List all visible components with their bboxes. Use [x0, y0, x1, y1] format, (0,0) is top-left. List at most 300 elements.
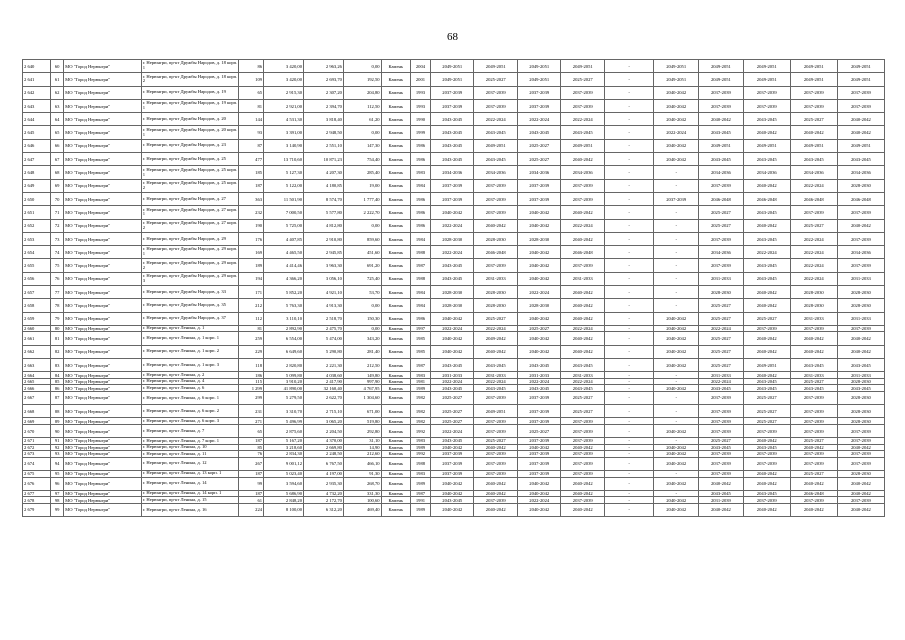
year-built-cell: 1989 — [410, 444, 430, 451]
year-built-cell: 1982 — [410, 418, 430, 425]
works-8-cell: 2043-2045 — [743, 490, 790, 497]
total-area-cell: 5 127,30 — [264, 166, 304, 179]
wall-material-cell: Камень — [381, 60, 410, 73]
works-3-cell: 2040-2042 — [517, 332, 561, 345]
reg-no-cell: 2 672 — [23, 444, 51, 451]
works-8-cell: 2043-2045 — [743, 444, 790, 451]
works-4-cell: 2037-2039 — [561, 192, 605, 205]
works-3-cell: 2037-2039 — [517, 86, 561, 99]
nonres-area-cell: 14,90 — [343, 444, 381, 451]
reg-no-cell: 2 679 — [23, 503, 51, 516]
works-1-cell: 2031-2033 — [430, 372, 474, 379]
address-cell: г. Нерюнгри, пр-кт Дружбы Народов, д. 23 — [141, 139, 239, 152]
works-7-cell: 2031-2039 — [699, 497, 744, 504]
municipality-cell: МО "Город Нерюнгри" — [64, 259, 142, 272]
works-2-cell: 2040-2042 — [474, 444, 518, 451]
living-area-cell: 2 307,20 — [304, 86, 344, 99]
works-5-cell: - — [604, 391, 653, 404]
living-area-cell: 4 921,10 — [304, 286, 344, 299]
works-8-cell: 2043-2045 — [743, 259, 790, 272]
works-9-cell: 2037-2039 — [790, 497, 837, 504]
reg-no-cell: 2 661 — [23, 332, 51, 345]
living-area-cell: 2 963,26 — [304, 60, 344, 73]
item-no-cell: 96 — [51, 477, 64, 490]
living-area-cell: 32 160,40 — [304, 385, 344, 392]
works-9-cell: 2043-2045 — [790, 153, 837, 166]
year-built-cell: 1992 — [410, 451, 430, 458]
works-1-cell: 2040-2042 — [430, 503, 474, 516]
total-area-cell: 4 366,20 — [264, 272, 304, 285]
nonres-area-cell: 0,00 — [343, 219, 381, 232]
year-built-cell: 1984 — [410, 179, 430, 192]
works-1-cell: 2037-2039 — [430, 192, 474, 205]
municipality-cell: МО "Город Нерюнгри" — [64, 405, 142, 418]
nonres-area-cell: 997,90 — [343, 378, 381, 385]
nonres-area-cell: 4 767,95 — [343, 385, 381, 392]
works-9-cell: 2040-2042 — [790, 444, 837, 451]
works-7-cell: 2040-2042 — [699, 503, 744, 516]
works-2-cell: 2049-2051 — [474, 139, 518, 152]
nonres-area-cell: 725,40 — [343, 272, 381, 285]
year-built-cell: 1984 — [410, 299, 430, 312]
municipality-cell: МО "Город Нерюнгри" — [64, 424, 142, 437]
works-2-cell: 2031-2033 — [474, 272, 518, 285]
works-7-cell: 2025-2027 — [699, 206, 744, 219]
works-1-cell: 2049-2051 — [430, 60, 474, 73]
item-no-cell: 76 — [51, 272, 64, 285]
municipality-cell: МО "Город Нерюнгри" — [64, 219, 142, 232]
works-8-cell: 2025-2027 — [743, 405, 790, 418]
works-2-cell: 2034-2036 — [474, 166, 518, 179]
works-9-cell: 2037-2039 — [790, 99, 837, 112]
residents-cell: 229 — [239, 345, 264, 358]
works-7-cell: 2049-2051 — [699, 139, 744, 152]
address-cell: г. Нерюнгри, пр-кт Дружбы Народов, д. 35 — [141, 299, 239, 312]
total-area-cell: 3 594,60 — [264, 477, 304, 490]
works-10-cell: 2037-2039 — [837, 206, 884, 219]
works-10-cell: 2043-2045 — [837, 153, 884, 166]
nonres-area-cell: 0,00 — [343, 126, 381, 139]
works-9-cell: 2022-2024 — [790, 179, 837, 192]
works-6-cell: 2040-2042 — [654, 345, 699, 358]
works-2-cell: 2037-2039 — [474, 206, 518, 219]
works-4-cell: 2037-2039 — [561, 424, 605, 437]
housing-register-table — [22, 59, 885, 517]
living-area-cell: 6 312,20 — [304, 503, 344, 516]
works-8-cell: 2043-2045 — [743, 113, 790, 126]
wall-material-cell: Камень — [381, 477, 410, 490]
works-5-cell: - — [604, 86, 653, 99]
works-5-cell: - — [604, 166, 653, 179]
address-cell: г. Нерюнгри, пр-кт Дружбы Народов, д. 18 корп. 1 — [141, 60, 239, 73]
works-6-cell: 2040-2042 — [654, 503, 699, 516]
reg-no-cell: 2 642 — [23, 86, 51, 99]
year-built-cell: 1983 — [410, 438, 430, 445]
residents-cell: 76 — [239, 451, 264, 458]
municipality-cell: МО "Город Нерюнгри" — [64, 325, 142, 332]
reg-no-cell: 2 640 — [23, 60, 51, 73]
table-row — [23, 391, 885, 404]
works-2-cell: 2043-2045 — [474, 385, 518, 392]
works-4-cell: 2025-2027 — [561, 391, 605, 404]
works-1-cell: 2040-2042 — [430, 490, 474, 497]
address-cell: г. Нерюнгри, пр-кт Ленина, д. 11 — [141, 451, 239, 458]
year-built-cell: 1989 — [410, 503, 430, 516]
living-area-cell: 8 574,70 — [304, 192, 344, 205]
works-1-cell: 2037-2039 — [430, 179, 474, 192]
works-2-cell: 2022-2024 — [474, 113, 518, 126]
works-7-cell: 2022-2024 — [699, 325, 744, 332]
address-cell: г. Нерюнгри, пр-кт Ленина, д. 2 — [141, 372, 239, 379]
works-4-cell: 2037-2039 — [561, 451, 605, 458]
works-10-cell: 2040-2042 — [837, 345, 884, 358]
table-row — [23, 126, 885, 139]
nonres-area-cell: 281,40 — [343, 345, 381, 358]
table-row — [23, 153, 885, 166]
table-row — [23, 272, 885, 285]
residents-cell: 1 299 — [239, 385, 264, 392]
works-6-cell: - — [654, 232, 699, 245]
works-7-cell: 2034-2036 — [699, 166, 744, 179]
item-no-cell: 78 — [51, 299, 64, 312]
works-3-cell: 2034-2036 — [517, 166, 561, 179]
address-cell: г. Нерюнгри, пр-кт Дружбы Народов, д. 29 корп. 2 — [141, 259, 239, 272]
works-1-cell: 2028-2030 — [430, 232, 474, 245]
works-7-cell: 2037-2039 — [699, 457, 744, 470]
living-area-cell: 2 417,90 — [304, 378, 344, 385]
municipality-cell: МО "Город Нерюнгри" — [64, 246, 142, 259]
total-area-cell: 11 501,90 — [264, 192, 304, 205]
wall-material-cell: Камень — [381, 451, 410, 458]
wall-material-cell: Камень — [381, 299, 410, 312]
works-6-cell: 2040-2042 — [654, 457, 699, 470]
works-9-cell: 2031-2033 — [790, 312, 837, 325]
works-3-cell: 2040-2042 — [517, 312, 561, 325]
works-6-cell: - — [654, 206, 699, 219]
works-8-cell: 2043-2045 — [743, 272, 790, 285]
works-10-cell: 2028-2030 — [837, 286, 884, 299]
works-10-cell: 2040-2042 — [837, 477, 884, 490]
item-no-cell: 65 — [51, 126, 64, 139]
works-3-cell: 2037-2039 — [517, 438, 561, 445]
works-7-cell: 2037-2039 — [699, 405, 744, 418]
total-area-cell: 5 496,99 — [264, 418, 304, 425]
works-2-cell: 2049-2051 — [474, 60, 518, 73]
works-8-cell: 2043-2045 — [743, 153, 790, 166]
works-10-cell: 2028-2030 — [837, 418, 884, 425]
works-10-cell: 2040-2042 — [837, 503, 884, 516]
item-no-cell: 88 — [51, 405, 64, 418]
year-built-cell: 1987 — [410, 259, 430, 272]
works-8-cell: 2043-2045 — [743, 206, 790, 219]
living-area-cell: 3 065,20 — [304, 418, 344, 425]
works-9-cell: 2037-2039 — [790, 86, 837, 99]
works-3-cell: 2037-2039 — [517, 179, 561, 192]
address-cell: г. Нерюнгри, пр-кт Дружбы Народов, д. 20 корп. 1 — [141, 126, 239, 139]
works-5-cell: - — [604, 99, 653, 112]
works-5-cell: - — [604, 126, 653, 139]
nonres-area-cell: 469,40 — [343, 503, 381, 516]
works-4-cell: 2040-2042 — [561, 232, 605, 245]
works-5-cell: - — [604, 179, 653, 192]
works-7-cell: 2043-2045 — [699, 385, 744, 392]
works-9-cell: 2046-2048 — [790, 490, 837, 497]
works-5-cell: - — [604, 113, 653, 126]
residents-cell: 144 — [239, 113, 264, 126]
works-6-cell: 2040-2042 — [654, 477, 699, 490]
works-9-cell: 2025-2027 — [790, 219, 837, 232]
reg-no-cell: 2 668 — [23, 405, 51, 418]
item-no-cell: 82 — [51, 345, 64, 358]
total-area-cell: 7 000,50 — [264, 206, 304, 219]
total-area-cell: 2 921,00 — [264, 99, 304, 112]
wall-material-cell: Камень — [381, 438, 410, 445]
wall-material-cell: Камень — [381, 99, 410, 112]
total-area-cell: 5 167,20 — [264, 438, 304, 445]
wall-material-cell: Камень — [381, 345, 410, 358]
address-cell: г. Нерюнгри, пр-кт Ленина, д. 6 корп. 3 — [141, 418, 239, 425]
municipality-cell: МО "Город Нерюнгри" — [64, 503, 142, 516]
table-row — [23, 259, 885, 272]
item-no-cell: 73 — [51, 232, 64, 245]
living-area-cell: 2 221,30 — [304, 359, 344, 372]
residents-cell: 81 — [239, 325, 264, 332]
table-row — [23, 206, 885, 219]
nonres-area-cell: 1 777,40 — [343, 192, 381, 205]
municipality-cell: МО "Город Нерюнгри" — [64, 126, 142, 139]
item-no-cell: 74 — [51, 246, 64, 259]
works-3-cell: 2049-2051 — [517, 60, 561, 73]
living-area-cell: 2 669,80 — [304, 444, 344, 451]
year-built-cell: 1993 — [410, 86, 430, 99]
nonres-area-cell: 0,00 — [343, 325, 381, 332]
works-1-cell: 2049-2051 — [430, 73, 474, 86]
total-area-cell: 4 407,85 — [264, 232, 304, 245]
residents-cell: 224 — [239, 503, 264, 516]
municipality-cell: МО "Город Нерюнгри" — [64, 457, 142, 470]
works-10-cell: 2037-2039 — [837, 451, 884, 458]
address-cell: г. Нерюнгри, пр-кт Дружбы Народов, д. 29 корп. 1 — [141, 246, 239, 259]
residents-cell: 186 — [239, 372, 264, 379]
works-10-cell: 2031-2033 — [837, 312, 884, 325]
total-area-cell: 3 420,00 — [264, 73, 304, 86]
works-6-cell: 2040-2042 — [654, 86, 699, 99]
living-area-cell: 2 172,70 — [304, 497, 344, 504]
works-6-cell: - — [654, 299, 699, 312]
works-7-cell: 2025-2027 — [699, 219, 744, 232]
wall-material-cell: Камень — [381, 471, 410, 478]
works-3-cell: 2022-2024 — [517, 286, 561, 299]
wall-material-cell: Камень — [381, 113, 410, 126]
table-row — [23, 60, 885, 73]
works-2-cell: 2025-2027 — [474, 312, 518, 325]
total-area-cell: 5 725,00 — [264, 219, 304, 232]
living-area-cell: 4 732,20 — [304, 490, 344, 497]
wall-material-cell: Камень — [381, 378, 410, 385]
address-cell: г. Нерюнгри, пр-кт Дружбы Народов, д. 19 — [141, 86, 239, 99]
year-built-cell: 1982 — [410, 405, 430, 418]
works-7-cell: 2025-2027 — [699, 332, 744, 345]
works-4-cell: 2037-2039 — [561, 418, 605, 425]
wall-material-cell: Камень — [381, 232, 410, 245]
works-8-cell: 2022-2024 — [743, 246, 790, 259]
residents-cell: 190 — [239, 219, 264, 232]
works-9-cell: 2043-2045 — [790, 385, 837, 392]
year-built-cell: 1984 — [410, 286, 430, 299]
works-3-cell: 2043-2045 — [517, 126, 561, 139]
living-area-cell: 3 818,40 — [304, 113, 344, 126]
works-6-cell: 2049-2051 — [654, 60, 699, 73]
living-area-cell: 2 935,30 — [304, 477, 344, 490]
table-row — [23, 179, 885, 192]
year-built-cell: 1985 — [410, 345, 430, 358]
total-area-cell: 8 100,00 — [264, 503, 304, 516]
year-built-cell: 1989 — [410, 385, 430, 392]
works-10-cell: 2046-2048 — [837, 192, 884, 205]
nonres-area-cell: 859,60 — [343, 232, 381, 245]
works-9-cell: 2034-2036 — [790, 166, 837, 179]
works-4-cell: 2025-2027 — [561, 73, 605, 86]
works-1-cell: 2022-2024 — [430, 378, 474, 385]
municipality-cell: МО "Город Нерюнгри" — [64, 477, 142, 490]
residents-cell: 232 — [239, 206, 264, 219]
works-9-cell: 2040-2042 — [790, 503, 837, 516]
works-4-cell: 2022-2024 — [561, 113, 605, 126]
works-3-cell: 2040-2042 — [517, 219, 561, 232]
wall-material-cell: Камень — [381, 206, 410, 219]
works-1-cell: 2043-2045 — [430, 385, 474, 392]
works-2-cell: 2037-2039 — [474, 418, 518, 425]
reg-no-cell: 2 656 — [23, 272, 51, 285]
works-1-cell: 2043-2045 — [430, 272, 474, 285]
page-number: 68 — [447, 31, 458, 43]
works-4-cell: 2031-2033 — [561, 372, 605, 379]
living-area-cell: 2 945,85 — [304, 246, 344, 259]
year-built-cell: 1999 — [410, 126, 430, 139]
works-4-cell: 2040-2042 — [561, 206, 605, 219]
total-area-cell: 5 686,90 — [264, 490, 304, 497]
residents-cell: 85 — [239, 444, 264, 451]
address-cell: г. Нерюнгри, пр-кт Дружбы Народов, д. 33 — [141, 286, 239, 299]
works-3-cell: 2028-2030 — [517, 299, 561, 312]
works-1-cell: 2040-2042 — [430, 332, 474, 345]
living-area-cell: 2 518,70 — [304, 312, 344, 325]
residents-cell: 194 — [239, 272, 264, 285]
works-1-cell: 2037-2039 — [430, 471, 474, 478]
municipality-cell: МО "Город Нерюнгри" — [64, 206, 142, 219]
works-10-cell: 2037-2039 — [837, 325, 884, 332]
nonres-area-cell: 2 222,70 — [343, 206, 381, 219]
works-6-cell: 2040-2042 — [654, 312, 699, 325]
year-built-cell: 1987 — [410, 359, 430, 372]
wall-material-cell: Камень — [381, 359, 410, 372]
nonres-area-cell: 268,70 — [343, 477, 381, 490]
works-4-cell: 2037-2039 — [561, 86, 605, 99]
nonres-area-cell: 112,50 — [343, 99, 381, 112]
residents-cell: 171 — [239, 286, 264, 299]
works-3-cell: 2049-2051 — [517, 73, 561, 86]
nonres-area-cell: 212,60 — [343, 451, 381, 458]
municipality-cell: МО "Город Нерюнгри" — [64, 332, 142, 345]
item-no-cell: 83 — [51, 359, 64, 372]
reg-no-cell: 2 675 — [23, 471, 51, 478]
address-cell: г. Нерюнгри, пр-кт Ленина, д. 14 — [141, 477, 239, 490]
works-5-cell: - — [604, 73, 653, 86]
works-9-cell: 2025-2027 — [790, 113, 837, 126]
nonres-area-cell: 150,30 — [343, 312, 381, 325]
wall-material-cell: Камень — [381, 391, 410, 404]
works-2-cell: 2040-2042 — [474, 345, 518, 358]
nonres-area-cell: 754,40 — [343, 153, 381, 166]
works-9-cell: 2031-2033 — [790, 372, 837, 379]
works-7-cell: 2037-2039 — [699, 391, 744, 404]
works-6-cell: - — [654, 378, 699, 385]
works-10-cell: 2028-2030 — [837, 405, 884, 418]
reg-no-cell: 2 663 — [23, 359, 51, 372]
works-8-cell: 2043-2045 — [743, 378, 790, 385]
item-no-cell: 84 — [51, 372, 64, 379]
reg-no-cell: 2 660 — [23, 325, 51, 332]
table-row — [23, 359, 885, 372]
works-8-cell: 2049-2051 — [743, 60, 790, 73]
works-5-cell: - — [604, 359, 653, 372]
address-cell: г. Нерюнгри, пр-кт Ленина, д. 7 — [141, 424, 239, 437]
nonres-area-cell: 331,30 — [343, 490, 381, 497]
works-9-cell: 2037-2039 — [790, 405, 837, 418]
wall-material-cell: Камень — [381, 259, 410, 272]
works-7-cell: 2037-2039 — [699, 471, 744, 478]
works-9-cell: 2037-2039 — [790, 391, 837, 404]
works-10-cell: 2040-2042 — [837, 444, 884, 451]
total-area-cell: 41 890,00 — [264, 385, 304, 392]
works-6-cell: 2040-2042 — [654, 424, 699, 437]
works-4-cell: 2022-2024 — [561, 378, 605, 385]
wall-material-cell: Камень — [381, 219, 410, 232]
residents-cell: 99 — [239, 477, 264, 490]
table-row — [23, 477, 885, 490]
wall-material-cell: Камень — [381, 272, 410, 285]
works-3-cell: 2040-2042 — [517, 345, 561, 358]
works-3-cell: 2040-2042 — [517, 477, 561, 490]
year-built-cell: 2001 — [410, 73, 430, 86]
living-area-cell: 2 948,50 — [304, 126, 344, 139]
year-built-cell: 1990 — [410, 113, 430, 126]
reg-no-cell: 2 677 — [23, 490, 51, 497]
item-no-cell: 75 — [51, 259, 64, 272]
residents-cell: 87 — [239, 139, 264, 152]
works-7-cell: 2037-2039 — [699, 232, 744, 245]
year-built-cell: 1981 — [410, 378, 430, 385]
works-2-cell: 2040-2042 — [474, 219, 518, 232]
item-no-cell: 67 — [51, 153, 64, 166]
residents-cell: 271 — [239, 418, 264, 425]
works-7-cell: 2037-2039 — [699, 99, 744, 112]
year-built-cell: 1985 — [410, 332, 430, 345]
works-5-cell: - — [604, 332, 653, 345]
works-10-cell: 2037-2039 — [837, 424, 884, 437]
wall-material-cell: Камень — [381, 418, 410, 425]
wall-material-cell: Камень — [381, 153, 410, 166]
works-6-cell: 2040-2042 — [654, 139, 699, 152]
works-8-cell: 2025-2027 — [743, 391, 790, 404]
works-4-cell: 2031-2033 — [561, 272, 605, 285]
works-6-cell: 2040-2042 — [654, 99, 699, 112]
works-5-cell: - — [604, 139, 653, 152]
works-1-cell: 2034-2036 — [430, 166, 474, 179]
year-built-cell: 1986 — [410, 219, 430, 232]
municipality-cell: МО "Город Нерюнгри" — [64, 86, 142, 99]
address-cell: г. Нерюнгри, пр-кт Дружбы Народов, д. 25 корп. 2 — [141, 179, 239, 192]
